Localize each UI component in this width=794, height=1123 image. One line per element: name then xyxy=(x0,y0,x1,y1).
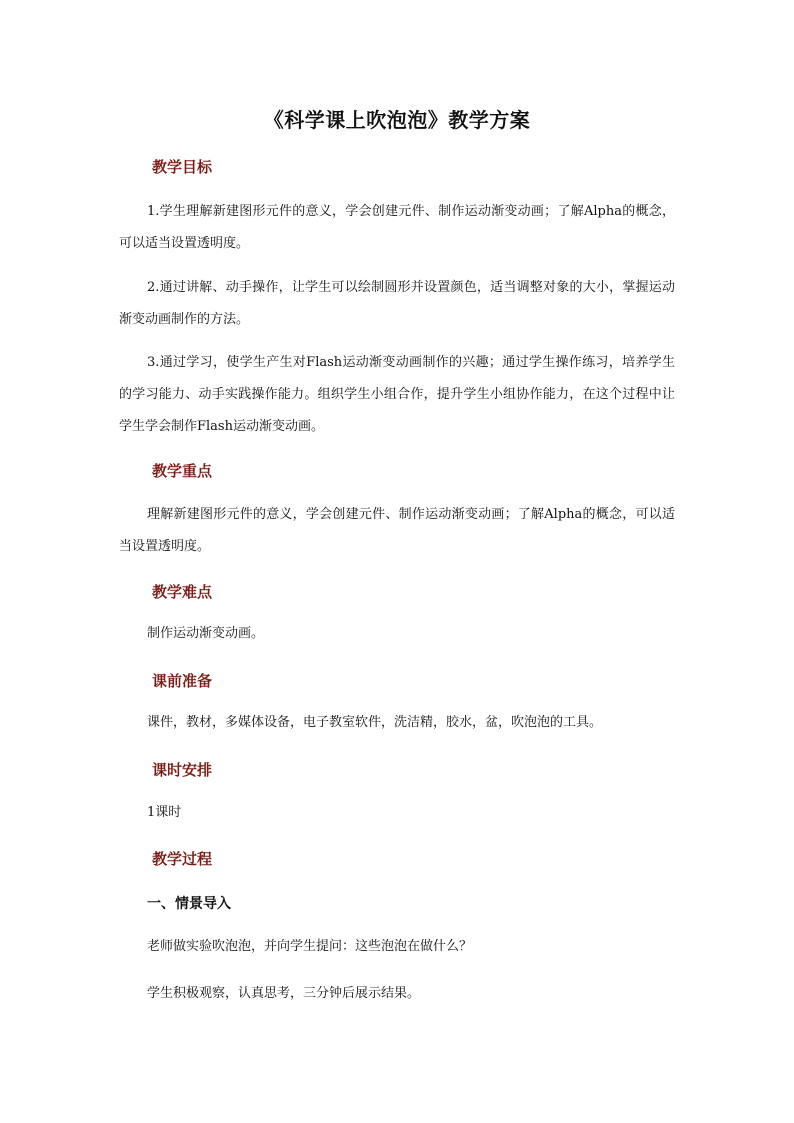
paragraph-objective-2: 2.通过讲解、动手操作，让学生可以绘制圆形并设置颜色，适当调整对象的大小，掌握运动渐变动画制作的方法。 xyxy=(119,280,675,327)
heading-difficulties: 教学难点 xyxy=(152,583,213,601)
paragraph-objective-3: 3.通过学习，使学生产生对Flash运动渐变动画制作的兴趣；通过学生操作练习，培养学生的学习能力、动手实践操作能力。组织学生小组合作，提升学生小组协作能力，在这个过程中让学生学会制作Flash运动渐变动画。 xyxy=(119,355,675,434)
document-title: 《科学课上吹泡泡》教学方案 xyxy=(263,108,531,132)
heading-process: 教学过程 xyxy=(152,850,213,868)
paragraph-difficulties: 制作运动渐变动画。 xyxy=(147,626,265,641)
paragraph-process-1: 老师做实验吹泡泡，并向学生提问：这些泡泡在做什么？ xyxy=(147,939,473,954)
paragraph-objective-1: 1.学生理解新建图形元件的意义，学会创建元件、制作运动渐变动画；了解Alpha的概念，可以适当设置透明度。 xyxy=(119,204,675,251)
subheading-scene-intro: 一、情景导入 xyxy=(147,896,231,912)
paragraph-process-2: 学生积极观察，认真思考，三分钟后展示结果。 xyxy=(147,986,421,1001)
heading-key-points: 教学重点 xyxy=(152,462,213,480)
heading-objectives: 教学目标 xyxy=(152,158,213,176)
heading-schedule: 课时安排 xyxy=(152,761,213,779)
paragraph-schedule: 1课时 xyxy=(147,805,182,820)
paragraph-key-points: 理解新建图形元件的意义，学会创建元件、制作运动渐变动画；了解Alpha的概念，可以适当设置透明度。 xyxy=(119,507,675,554)
paragraph-preparation: 课件，教材，多媒体设备，电子教室软件，洗洁精，胶水，盆，吹泡泡的工具。 xyxy=(147,715,603,730)
heading-preparation: 课前准备 xyxy=(152,672,213,690)
